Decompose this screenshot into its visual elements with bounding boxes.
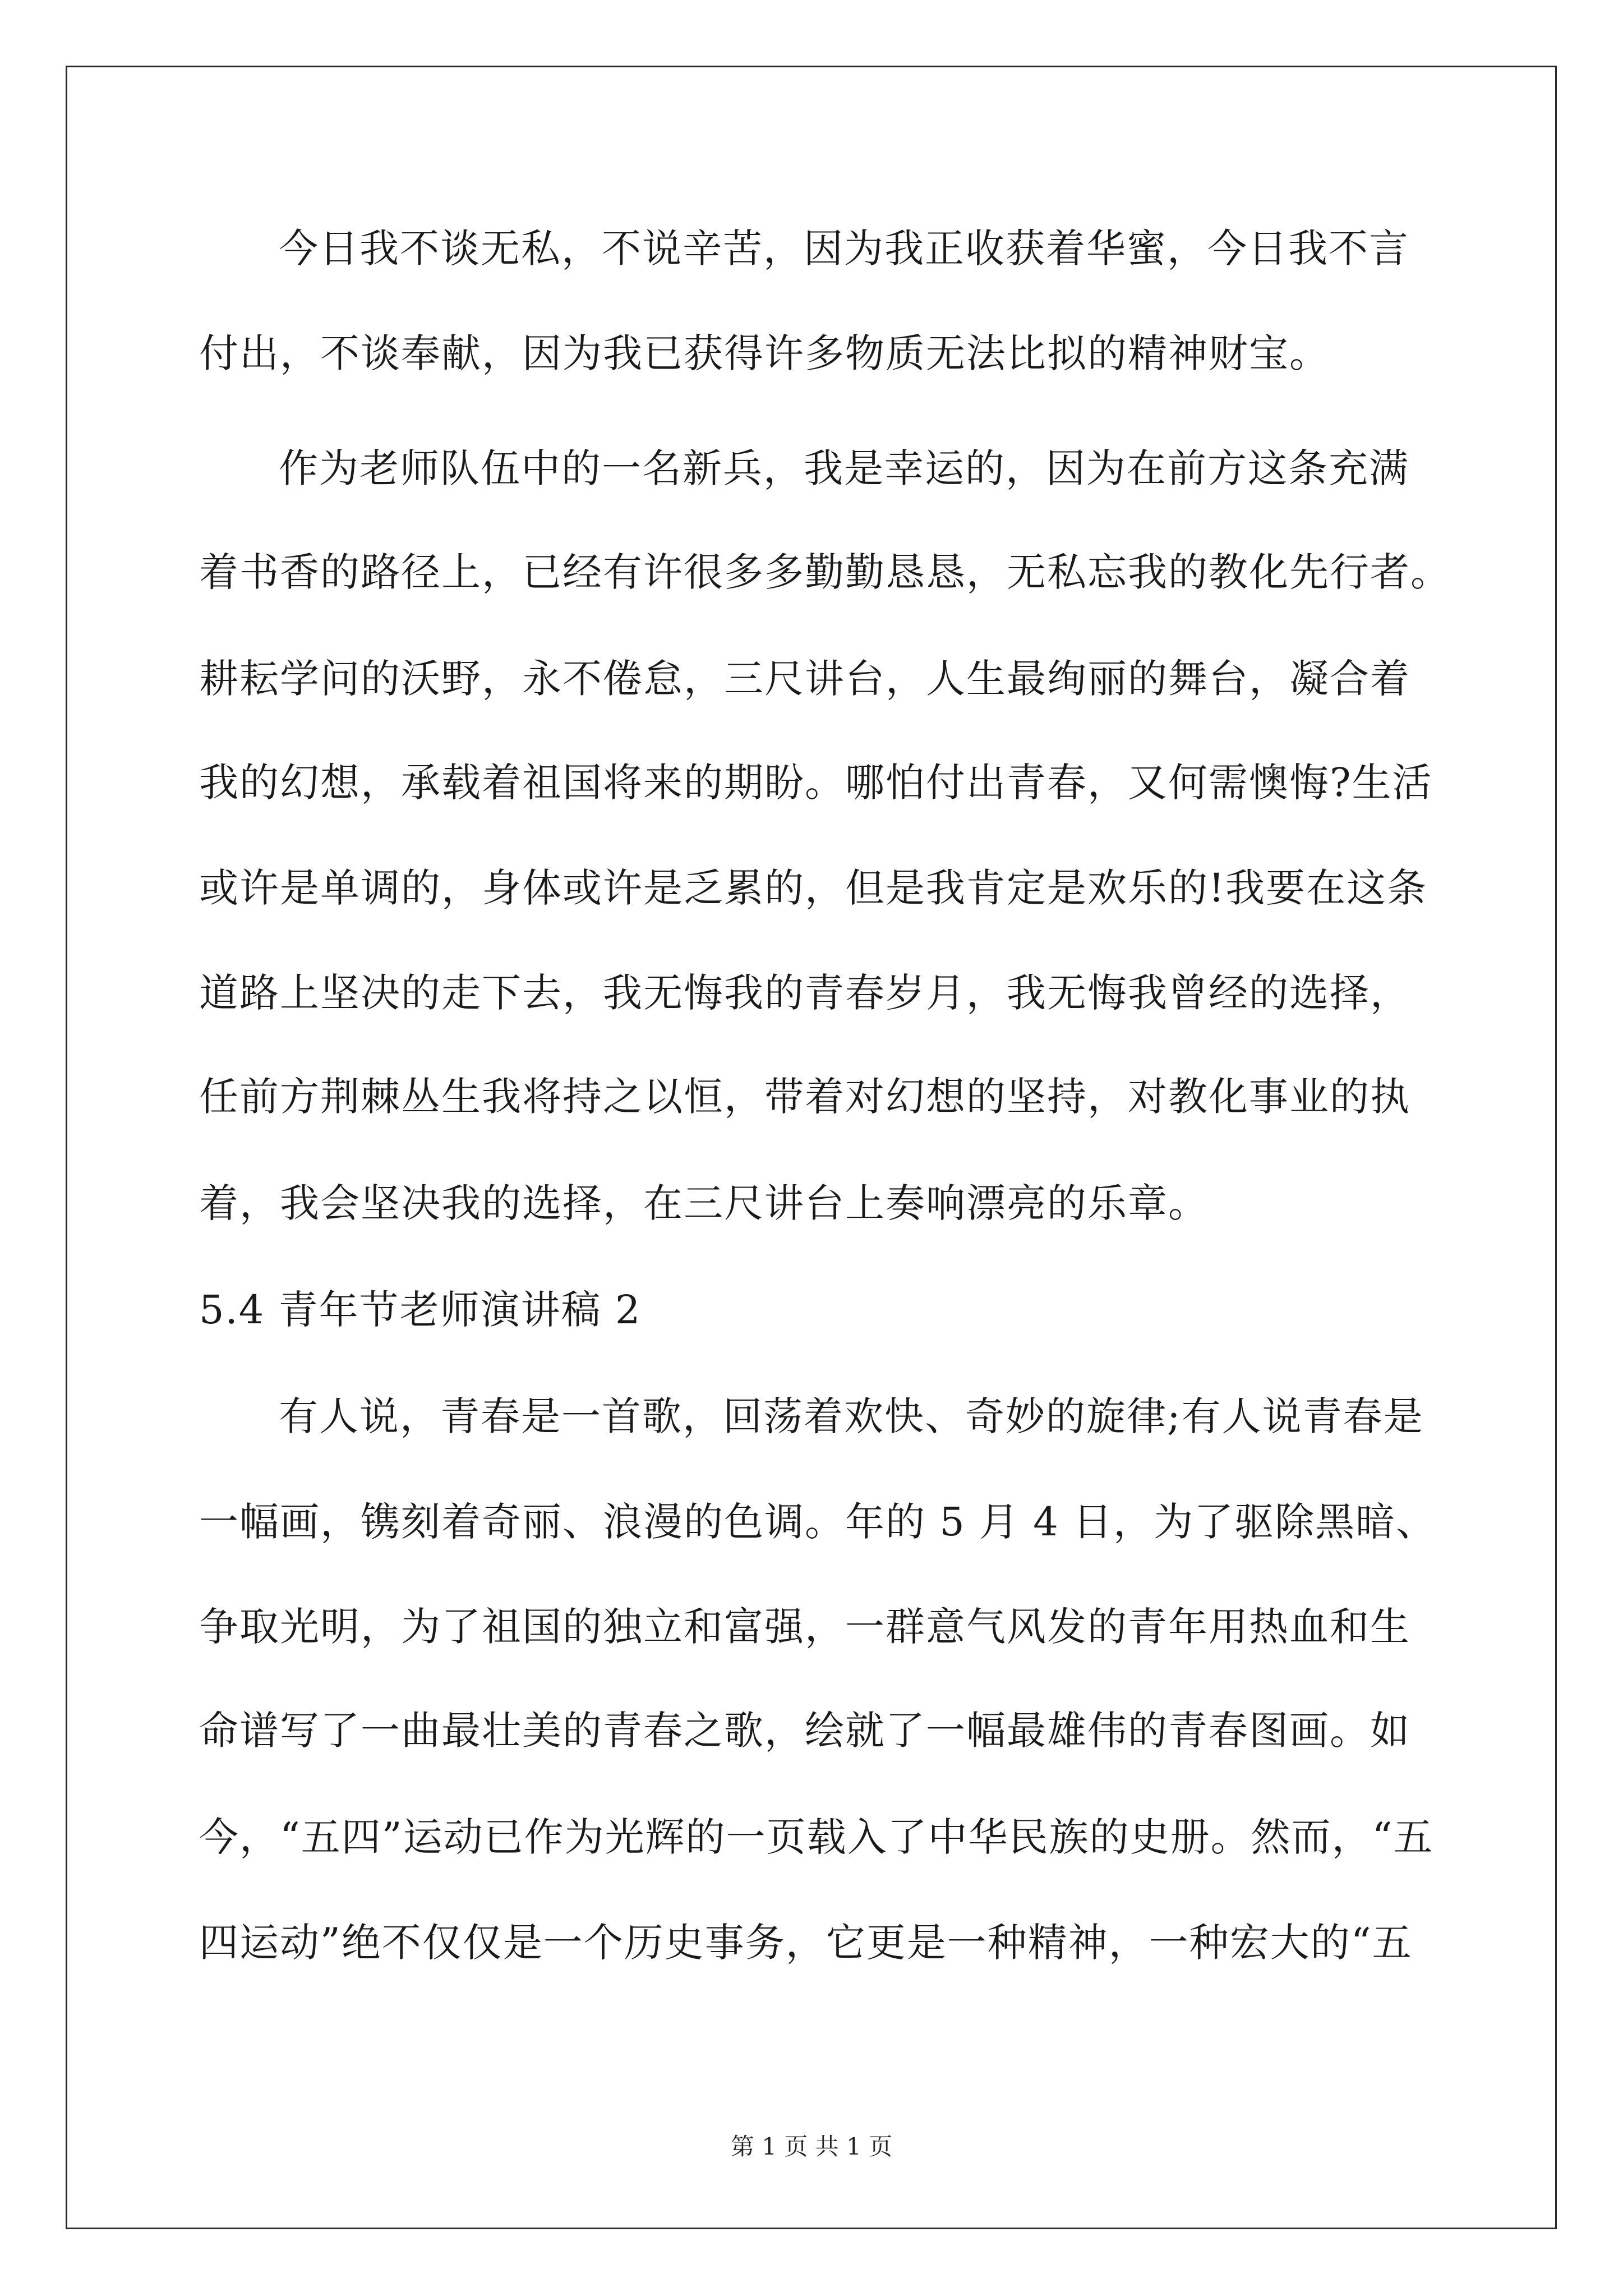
text-line-16: 今，“五四”运动已作为光辉的一页载入了中华民族的史册。然而，“五 [199,1814,1434,1860]
text-line-3: 作为老师队伍中的一名新兵，我是幸运的，因为在前方这条充满 [279,445,1409,491]
text-line-17: 四运动”绝不仅仅是一个历史事务，它更是一种精神，一种宏大的“五 [199,1920,1413,1966]
text-line-1: 今日我不谈无私，不说辛苦，因为我正收获着华蜜，今日我不言 [279,226,1409,272]
page-border [66,66,1557,2229]
text-line-15: 命谱写了一曲最壮美的青春之歌，绘就了一幅最雄伟的青春图画。如 [199,1708,1410,1754]
text-line-14: 争取光明，为了祖国的独立和富强，一群意气风发的青年用热血和生 [199,1604,1410,1650]
page-number-footer: 第 1 页 共 1 页 [730,2133,893,2160]
text-line-5: 耕耘学问的沃野，永不倦怠，三尺讲台，人生最绚丽的舞台，凝合着 [199,656,1410,702]
text-line-4: 着书香的路径上，已经有许很多多勤勤恳恳，无私忘我的教化先行者。 [199,549,1451,595]
text-line-8: 道路上坚决的走下去，我无悔我的青春岁月，我无悔我曾经的选择， [199,970,1410,1016]
text-line-7: 或许是单调的，身体或许是乏累的，但是我肯定是欢乐的!我要在这条 [199,865,1428,911]
text-line-10: 着，我会坚决我的选择，在三尺讲台上奏响漂亮的乐章。 [199,1180,1209,1226]
text-line-6: 我的幻想，承载着祖国将来的期盼。哪怕付出青春，又何需懊悔?生活 [199,760,1433,806]
text-line-2: 付出，不谈奉献，因为我已获得许多物质无法比拟的精神财宝。 [199,330,1330,376]
text-line-12: 有人说，青春是一首歌，回荡着欢快、奇妙的旋律;有人说青春是 [279,1393,1424,1439]
text-line-9: 任前方荆棘丛生我将持之以恒，带着对幻想的坚持，对教化事业的执 [199,1074,1410,1120]
section-heading: 5.4 青年节老师演讲稿 2 [199,1287,642,1333]
text-line-13: 一幅画，镌刻着奇丽、浪漫的色调。年的 5 月 4 日，为了驱除黑暗、 [199,1499,1437,1545]
